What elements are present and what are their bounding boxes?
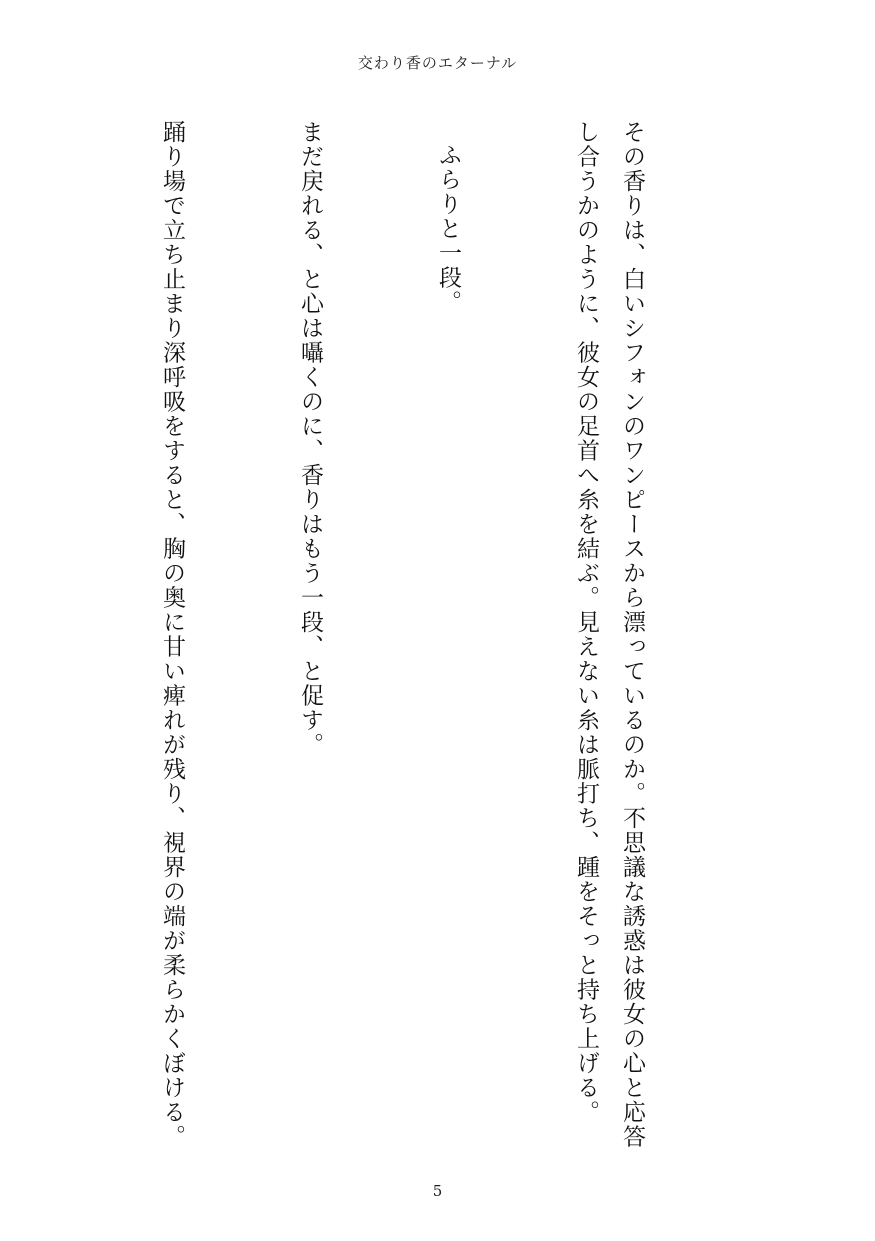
- running-header: 交わり香のエターナル: [357, 54, 518, 72]
- paragraph-2: ふらりと一段。: [435, 143, 461, 315]
- page-number: 5: [432, 1182, 443, 1200]
- paragraph-1: その香りは、白いシフォンのワンピースから漂っているのか。不思議な誘惑は彼女の心と応答し合うかのように、彼女の足首へ糸を結ぶ。見えない糸は脈打ち、踵をそっと持ち上げる。: [573, 120, 645, 1149]
- body-text: [0, 120, 747, 1160]
- paragraph-3: まだ戻れる、と心は囁くのに、香りはもう一段、と促す。: [297, 120, 323, 757]
- paragraph-4: 踊り場で立ち止まり深呼吸をすると、胸の奥に甘い痺れが残り、視界の端が柔らかくぼける。: [159, 120, 185, 1149]
